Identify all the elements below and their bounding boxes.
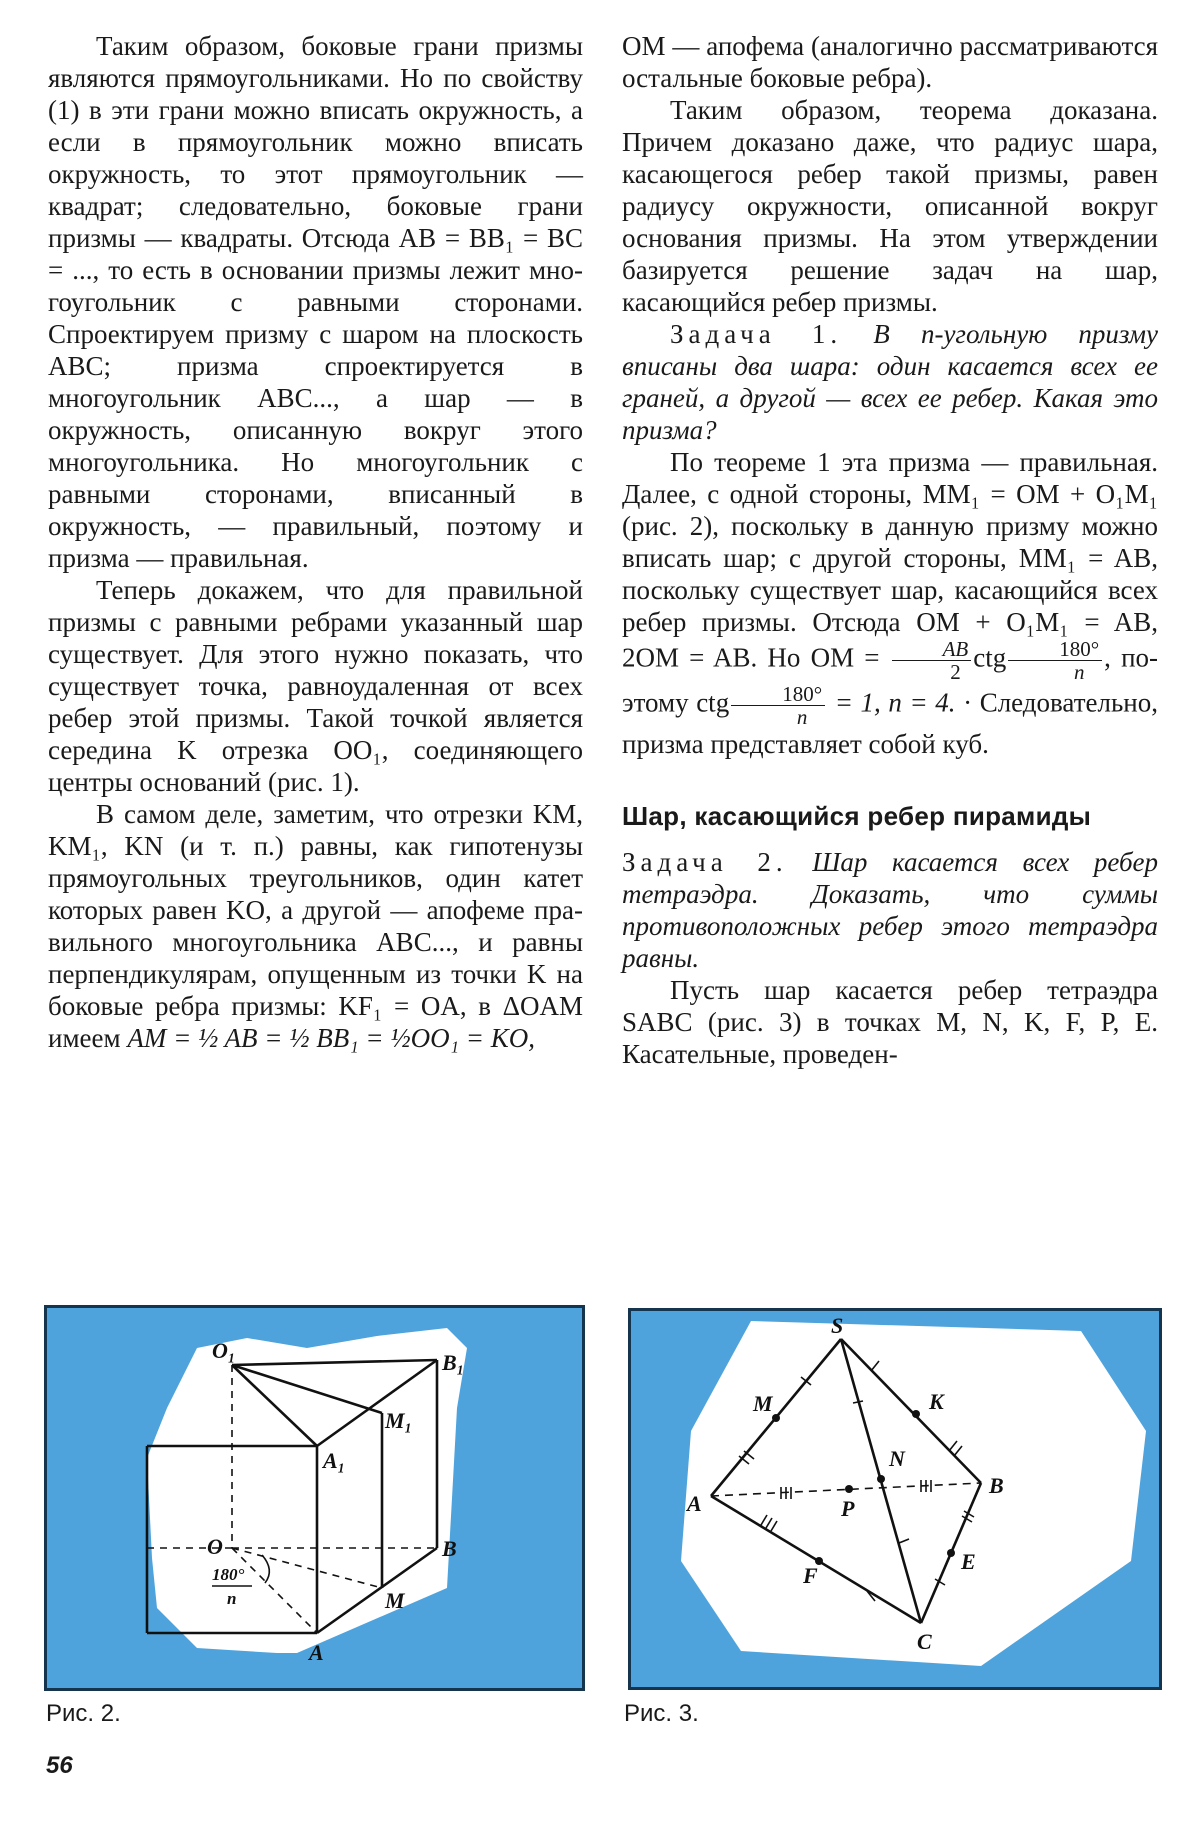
fraction-180-over-n-2 bbox=[731, 683, 825, 728]
point-e bbox=[947, 1549, 955, 1557]
label-b3: B bbox=[989, 1473, 1004, 1498]
right-paragraph-4: Пусть шар касается ребер тетраэдра SABC (рис. 3) в точках M, N, K, F, P, E. Касательные, проведен- bbox=[622, 975, 1158, 1069]
label-m: M bbox=[385, 1588, 405, 1613]
figure-2-white-area bbox=[147, 1328, 467, 1653]
fraction-180-num-1: 180° bbox=[1008, 638, 1102, 661]
task-1 bbox=[622, 318, 1158, 446]
task-1-text: В n-угольную призму вписаны два шара: один касается всех ее граней, а другой — всех ее ребер. Какая это призма? bbox=[622, 319, 1158, 445]
page-number: 56 bbox=[46, 1752, 73, 1779]
label-e3: E bbox=[961, 1549, 976, 1574]
fraction-ab-num: AB bbox=[892, 638, 972, 661]
label-k3: K bbox=[929, 1389, 944, 1414]
task-1-label: Задача 1. bbox=[670, 319, 843, 349]
figure-3-caption: Рис. 3. bbox=[624, 1700, 699, 1727]
task-2-text: Шар касается всех ребер тетраэдра. Доказать, что суммы противоположных ребер этого тетраэдра равны. bbox=[622, 847, 1159, 973]
point-p bbox=[845, 1485, 853, 1493]
fraction-n-den-1: n bbox=[1073, 660, 1085, 684]
right-paragraph-1: OM — апофема (аналогично рассматриваются остальные боковые ребра). bbox=[622, 31, 1158, 93]
label-n3: N bbox=[889, 1446, 905, 1471]
point-m bbox=[772, 1414, 780, 1422]
label-s: S bbox=[831, 1313, 844, 1338]
label-m1: M₁ bbox=[385, 1408, 413, 1433]
fraction-ab-over-2 bbox=[892, 638, 972, 683]
figure-2-caption: Рис. 2. bbox=[46, 1700, 121, 1727]
left-formula: AM = ½ AB = ½ BB₁ = ½OO₁ = KO, bbox=[127, 1023, 535, 1053]
label-a3: A bbox=[687, 1491, 702, 1516]
ctg-2: ctg bbox=[696, 687, 730, 718]
label-m3: M bbox=[753, 1391, 773, 1416]
label-a: A bbox=[309, 1640, 324, 1665]
fraction-n-den-2: n bbox=[796, 705, 808, 729]
solution-1 bbox=[622, 446, 1158, 760]
left-paragraph-3-text: В самом деле, заметим, что отрезки KM, KM₁, KN (и т. п.) равны, как гипотенузы прямоугольных треугольников, один катет которых равен KO, а другой — апофеме правильного многоугольника ABC..., и равны перпендикулярам, опущенным из точки K на боковые ребра призмы: KF₁ = OA, в ΔOAM имеем bbox=[48, 799, 583, 1053]
left-column bbox=[48, 30, 583, 1054]
right-paragraph-2: Таким образом, теорема доказана. Причем доказано даже, что радиус шара, касающегося ребер такой призмы, равен радиусу окружности, описанной вокруг основания призмы. На этом утверждении базируется решение задач на шар, касающийся ребер призмы. bbox=[622, 95, 1158, 317]
solution-1-part-a: По теореме 1 эта призма — правильная. Далее, с одной стороны, MM₁ = OM + O₁M₁ (рис. 2), поскольку в данную призму можно вписать шар; с другой стороны, MM₁ = AB, поскольку существует шар, касающийся всех ребер призмы. Отсюда OM + O₁M₁ = AB, 2OM = AB. Но OM = bbox=[622, 447, 1158, 673]
figure-2-drawing bbox=[47, 1308, 582, 1688]
label-p3: P bbox=[841, 1496, 855, 1521]
label-f3: F bbox=[803, 1563, 818, 1588]
label-b1: B₁ bbox=[442, 1350, 465, 1375]
label-o: O bbox=[207, 1534, 223, 1559]
fraction-180-over-n-1 bbox=[1008, 638, 1102, 683]
fraction-180-num-2: 180° bbox=[731, 683, 825, 706]
figure-3-drawing bbox=[631, 1311, 1159, 1687]
label-b: B bbox=[442, 1536, 457, 1561]
left-paragraph-3 bbox=[48, 798, 583, 1054]
ctg-1: ctg bbox=[973, 642, 1007, 673]
right-column bbox=[622, 30, 1158, 1070]
label-o1: O₁ bbox=[212, 1338, 236, 1363]
figure-3-tetrahedron bbox=[628, 1308, 1162, 1690]
solution-1-part-b: , поэтому bbox=[622, 642, 1159, 718]
fraction-ab-den: 2 bbox=[950, 660, 961, 684]
left-paragraph-1: Таким образом, боковые грани призмы являются прямоугольниками. Но по свойству (1) в эти грани можно вписать окружность, а если в прямоугольник можно вписать окружность, то этот прямоугольник — квадрат; следовательно, боковые грани призмы — квадраты. Отсюда AB = BB₁ = BC = ..., то есть в основании призмы лежит многоугольник с равными сторонами. Спроектируем призму с шаром на плоскость ABC; призма спроектируется в многоугольник ABC..., а шар — в окружность, описанную вокруг этого многоугольника. Но многоугольник с равными сторонами, вписанный в окружность, — правильный, поэтому и призма — правильная. bbox=[48, 31, 583, 573]
point-k bbox=[912, 1410, 920, 1418]
point-n bbox=[877, 1475, 885, 1483]
label-c3: C bbox=[917, 1629, 932, 1654]
label-angle-num: 180° bbox=[212, 1565, 245, 1584]
figure-2-prism bbox=[44, 1305, 585, 1691]
section-title: Шар, касающийся ребер пирамиды bbox=[622, 801, 1092, 831]
solution-1-part-d: · Следовательно, призма представляет собой куб. bbox=[622, 687, 1158, 759]
label-a1: A₁ bbox=[323, 1448, 346, 1473]
figure-3-white-area bbox=[681, 1321, 1146, 1666]
task-2 bbox=[622, 846, 1158, 974]
task-2-label: Задача 2. bbox=[622, 847, 788, 877]
left-paragraph-2: Теперь докажем, что для правильной призмы с равными ребрами указанный шар существует. Для этого нужно показать, что существует точка, равноудаленная от всех ребер этой призмы. Такой точкой является середина K отрезка OO₁, соединяющего центры оснований (рис. 1). bbox=[48, 575, 583, 797]
label-angle-den: n bbox=[227, 1589, 237, 1608]
solution-1-part-c: = 1, n = 4. bbox=[834, 687, 956, 718]
